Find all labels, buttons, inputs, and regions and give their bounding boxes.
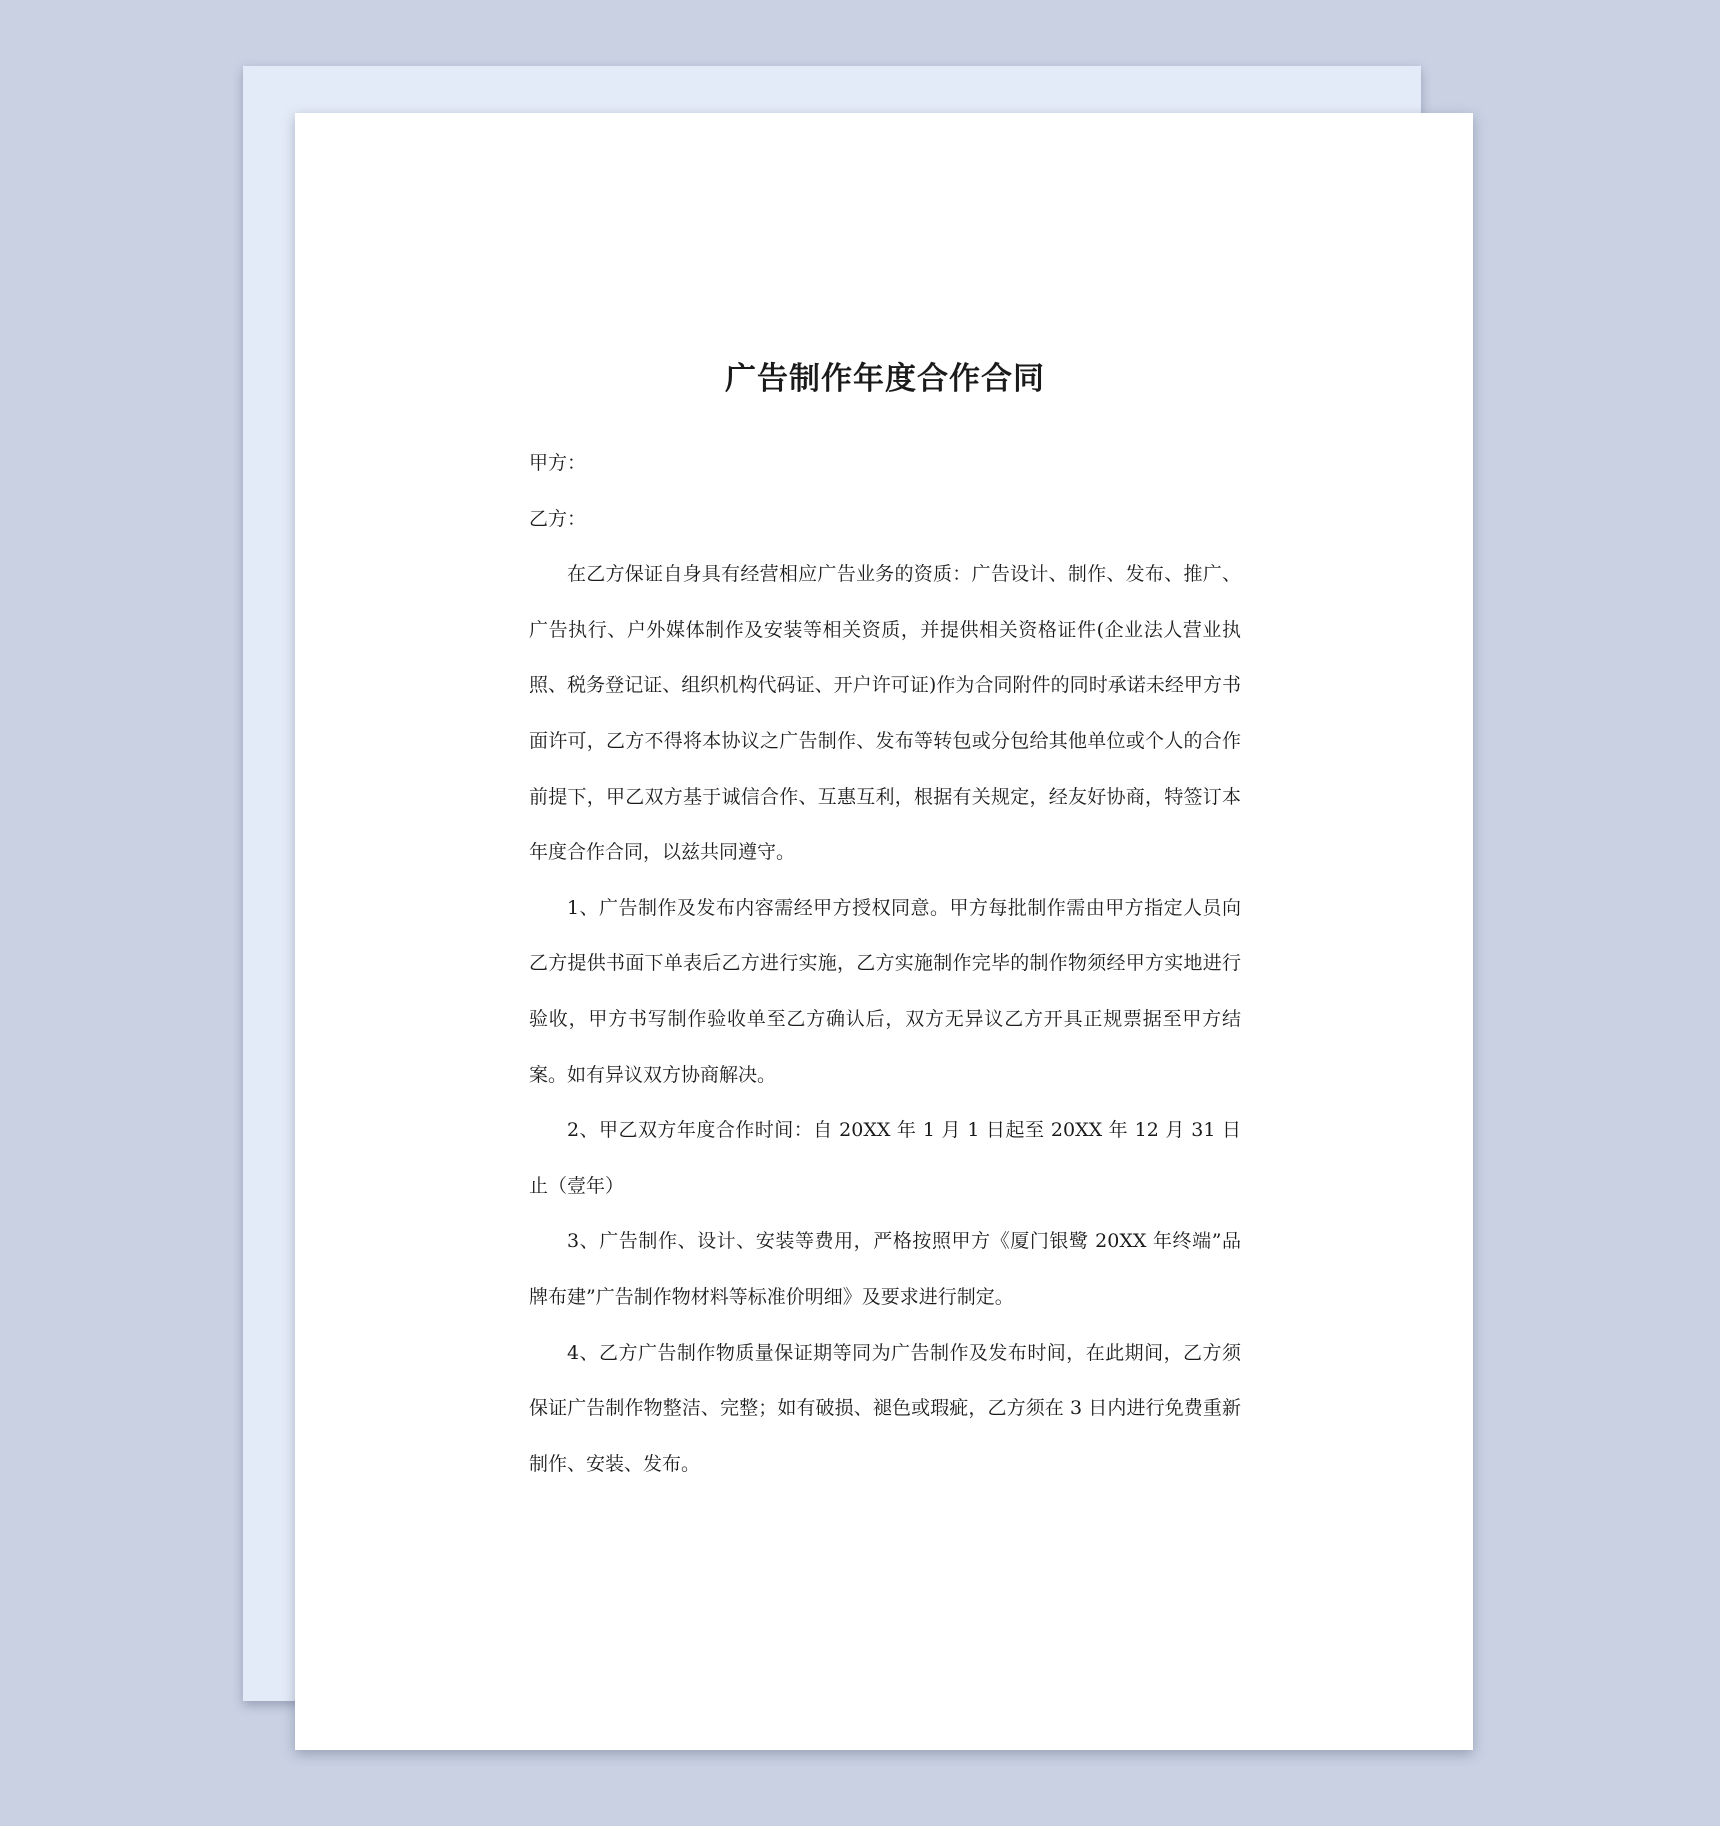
party-a-label: 甲方： bbox=[529, 452, 587, 474]
party-b-label: 乙方： bbox=[529, 507, 587, 530]
clause-3-paragraph: 3、广告制作、设计、安装等费用，严格按照甲方《厦门银鹭 20XX 年终端”品牌布建”广告制作物材料等标准价明细》及要求进行制定。 bbox=[529, 1230, 1241, 1308]
clause-2-paragraph: 2、甲乙双方年度合作时间：自 20XX 年 1 月 1 日起至 20XX 年 12 月 31 日止（壹年） bbox=[529, 1119, 1241, 1197]
preamble-paragraph: 在乙方保证自身具有经营相应广告业务的资质：广告设计、制作、发布、推广、广告执行、户外媒体制作及安装等相关资质，并提供相关资格证件(企业法人营业执照、税务登记证、组织机构代码证、开户许可证)作为合同附件的同时承诺未经甲方书面许可，乙方不得将本协议之广告制作、发布等转包或分包给其他单位或个人的合作前提下，甲乙双方基于诚信合作、互惠互利，根据有关规定，经友好协商，特签订本年度合作合同，以兹共同遵守。 bbox=[529, 563, 1241, 864]
document-page bbox=[295, 113, 1473, 1750]
document-title: 广告制作年度合作合同 bbox=[725, 361, 1045, 397]
clause-4-paragraph: 4、乙方广告制作物质量保证期等同为广告制作及发布时间，在此期间，乙方须保证广告制作物整洁、完整；如有破损、褪色或瑕疵，乙方须在 3 日内进行免费重新制作、安装、发布。 bbox=[529, 1341, 1241, 1475]
document-body bbox=[529, 353, 1241, 1492]
clause-1-paragraph: 1、广告制作及发布内容需经甲方授权同意。甲方每批制作需由甲方指定人员向乙方提供书面下单表后乙方进行实施，乙方实施制作完毕的制作物须经甲方实地进行验收，甲方书写制作验收单至乙方确认后，双方无异议乙方开具正规票据至甲方结案。如有异议双方协商解决。 bbox=[529, 896, 1241, 1086]
